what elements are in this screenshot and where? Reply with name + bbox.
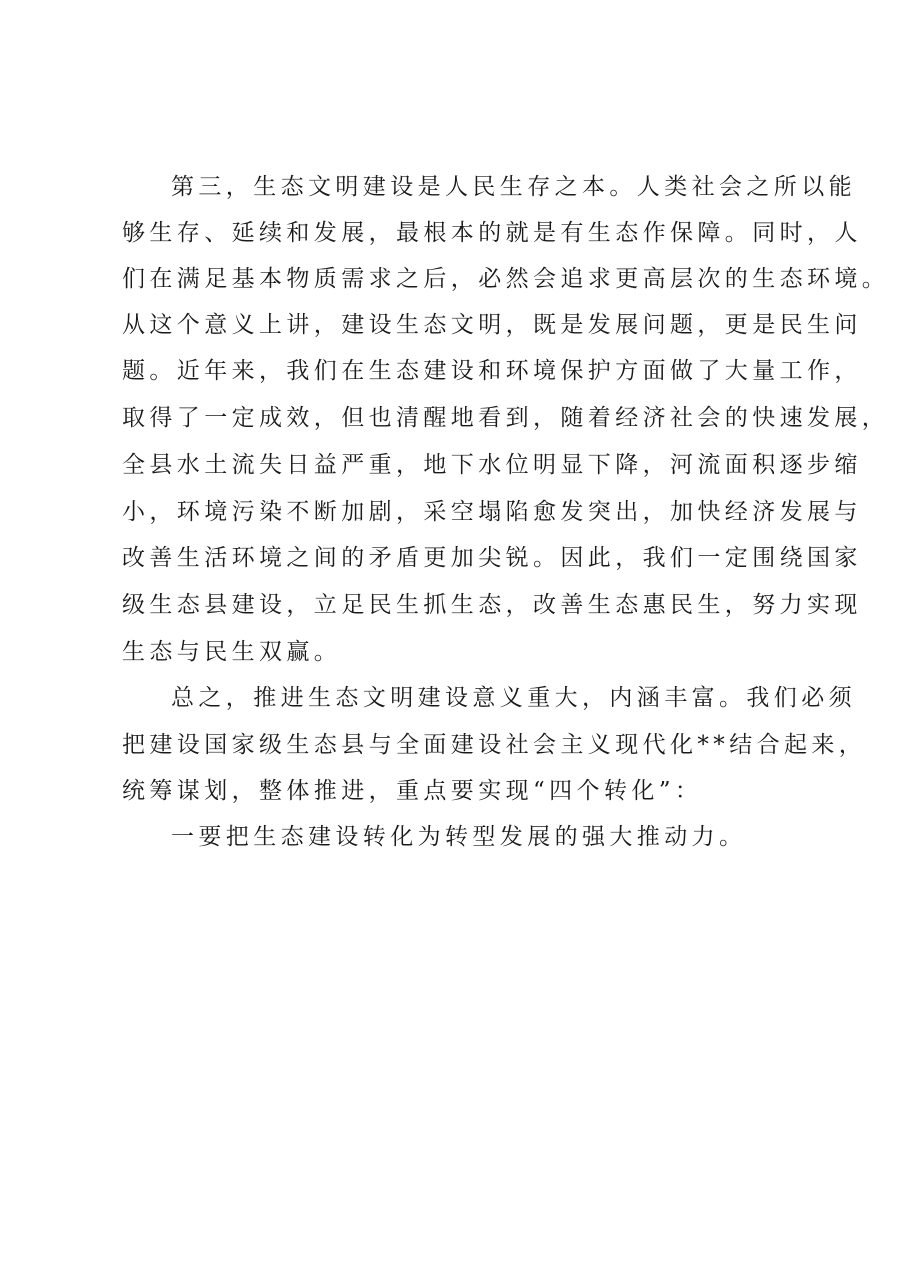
paragraph-1-line-5: 题。近年来，我们在生态建设和环境保护方面做了大量工作， [122, 358, 862, 384]
paragraph-1-line-11: 生态与民生双赢。 [122, 639, 342, 665]
paragraph-1-line-4: 从这个意义上讲，建设生态文明，既是发展问题，更是民生问 [122, 312, 862, 338]
paragraph-1-line-3: 们在满足基本物质需求之后，必然会追求更高层次的生态环境。 [122, 266, 890, 292]
paragraph-1-line-1: 第三，生态文明建设是人民生存之本。人类社会之所以能 [171, 174, 856, 200]
paragraph-1-line-7: 全县水土流失日益严重，地下水位明显下降，河流面积逐步缩 [122, 452, 862, 478]
paragraph-1-line-2: 够生存、延续和发展，最根本的就是有生态作保障。同时，人 [122, 220, 862, 246]
paragraph-1-line-10: 级生态县建设，立足民生抓生态，改善生态惠民生，努力实现 [122, 592, 862, 618]
paragraph-2-line-1: 总之，推进生态文明建设意义重大，内涵丰富。我们必须 [171, 685, 856, 711]
paragraph-2-line-3: 统筹谋划，整体推进，重点要实现“四个转化”： [122, 778, 703, 804]
paragraph-1-line-9: 改善生活环境之间的矛盾更加尖锐。因此，我们一定围绕国家 [122, 545, 862, 571]
paragraph-1-line-8: 小，环境污染不断加剧，采空塌陷愈发突出，加快经济发展与 [122, 499, 862, 525]
paragraph-1-line-6: 取得了一定成效，但也清醒地看到，随着经济社会的快速发展， [122, 405, 890, 431]
paragraph-2-line-2: 把建设国家级生态县与全面建设社会主义现代化**结合起来， [122, 732, 867, 758]
paragraph-3-line-1: 一要把生态建设转化为转型发展的强大推动力。 [171, 824, 747, 850]
